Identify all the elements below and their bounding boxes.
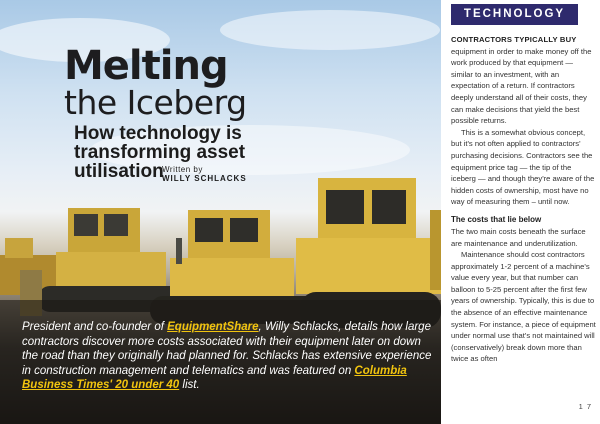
paragraph-1 <box>451 34 597 127</box>
caption-text-1: President and co-founder of <box>22 321 168 333</box>
paragraph-2: This is a somewhat obvious concept, but it's not often applied to contractors' purchasing decisions. Contractors see the equipment price tag — the tip of the iceberg — and though they're aware of the hidden costs of ownership, most have no way of measuring them – until now. <box>451 127 595 207</box>
award-link[interactable]: Columbia Business Times' 20 under 40 <box>22 364 407 391</box>
article-column <box>441 0 600 424</box>
section-tag: TECHNOLOGY <box>451 4 578 25</box>
photo-caption <box>22 320 432 393</box>
caption-text-2: , Willy Schlacks, details how large contractors discover more costs associated with their equipment later on down the road than they originally had planned for. Schlacks has extensive experience in construction management and telematics and was featured on <box>22 321 432 377</box>
paragraph-4: Maintenance should cost contractors approximately 1-2 percent of a machine's value every year, but that number can balloon to 5-25 percent after the first few years of ownership. Typically, this is due to the absence of an effective maintenance system. For instance, a piece of equipment under normal use that's not maintained will (conservatively) break down more than twice as often <box>451 250 596 364</box>
lead-in: CONTRACTORS TYPICALLY BUY <box>451 35 577 44</box>
paragraph-3: The two main costs beneath the surface are maintenance and underutilization. <box>451 226 586 248</box>
article-deck: How technology is transforming asset utilisation <box>74 123 246 182</box>
article-title-line2: the Iceberg <box>64 83 247 122</box>
byline <box>162 165 272 183</box>
article-body <box>451 34 597 365</box>
page-number: 1 7 <box>578 402 592 411</box>
equipmentshare-link[interactable]: EquipmentShare <box>167 321 259 333</box>
author-name: WILLY SCHLACKS <box>162 174 247 183</box>
subheading: The costs that lie below <box>451 214 542 224</box>
byline-prefix: Written by <box>162 165 203 174</box>
article-title: Melting <box>64 43 228 89</box>
caption-text-3: list. <box>179 379 200 391</box>
paragraph-1-text: equipment in order to make money off the work produced by that equipment — similar to an investment, with an expectation of a return. If contractors deeply understand all of their costs, they can make decisions that yield the best possible returns. <box>451 46 592 126</box>
